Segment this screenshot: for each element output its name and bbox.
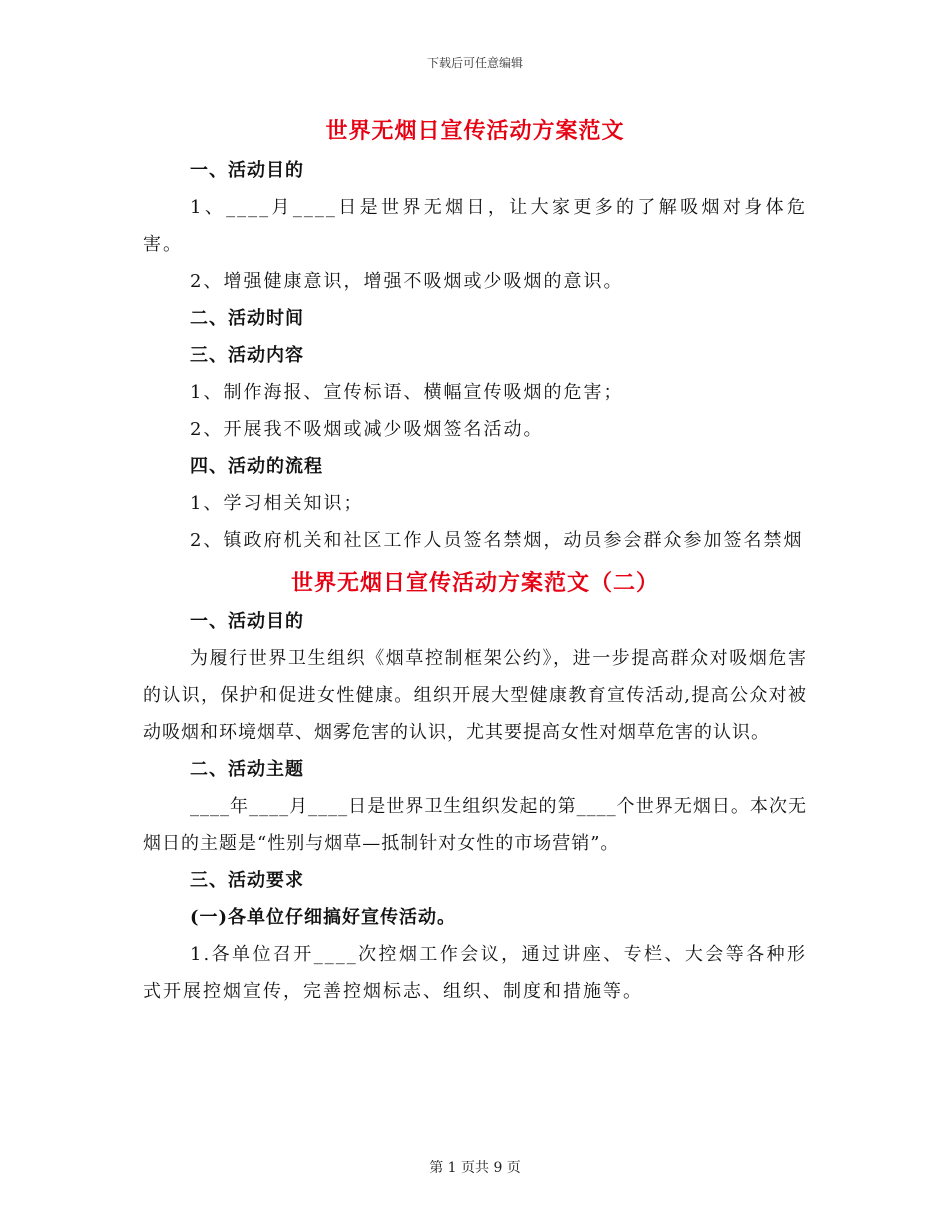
section2-paragraph: 为履行世界卫生组织《烟草控制框架公约》，进一步提高群众对吸烟危害的认识，保护和促进女性健康。组织开展大型健康教育宣传活动,提高公众对被动吸烟和环境烟草、烟雾危害的认识，尤其要提高女性对烟草危害的认识。 — [143, 648, 807, 743]
section2-subheading: (一)各单位仔细搞好宣传活动。 — [190, 907, 457, 928]
section2-title: 世界无烟日宣传活动方案范文（二） — [290, 570, 659, 596]
section2-block — [143, 603, 807, 1010]
section2-heading-theme: 二、活动主题 — [190, 759, 304, 780]
document-body — [143, 110, 807, 1010]
section1-paragraph: 1、学习相关知识； — [190, 493, 364, 514]
section1-heading-purpose: 一、活动目的 — [190, 160, 304, 181]
section1-title: 世界无烟日宣传活动方案范文 — [325, 118, 625, 144]
section1-heading-process: 四、活动的流程 — [190, 456, 323, 477]
section1-paragraph: 1、____月____日是世界无烟日，让大家更多的了解吸烟对身体危害。 — [143, 197, 807, 255]
section2-heading-purpose: 一、活动目的 — [190, 611, 304, 632]
page-header: 下载后可任意编辑 — [426, 56, 523, 70]
page-footer: 第 1 页共 9 页 — [429, 1160, 521, 1176]
section1-paragraph: 2、镇政府机关和社区工作人员签名禁烟，动员参会群众参加签名禁烟 — [190, 530, 804, 551]
section1-heading-content: 三、活动内容 — [190, 345, 304, 366]
section2-paragraph: 1.各单位召开____次控烟工作会议，通过讲座、专栏、大会等各种形式开展控烟宣传，完善控烟标志、组织、制度和措施等。 — [143, 944, 807, 1002]
section1-paragraph: 1、制作海报、宣传标语、横幅宣传吸烟的危害； — [190, 382, 624, 403]
section1-paragraph: 2、开展我不吸烟或减少吸烟签名活动。 — [190, 419, 544, 440]
section1-heading-time: 二、活动时间 — [190, 308, 304, 329]
section2-heading-requirements: 三、活动要求 — [190, 870, 304, 891]
section1-block — [143, 152, 807, 559]
section1-paragraph: 2、增强健康意识，增强不吸烟或少吸烟的意识。 — [190, 271, 624, 292]
section2-paragraph: ____年____月____日是世界卫生组织发起的第____个世界无烟日。本次无烟日的主题是“性别与烟草—抵制针对女性的市场营销”。 — [143, 796, 807, 854]
